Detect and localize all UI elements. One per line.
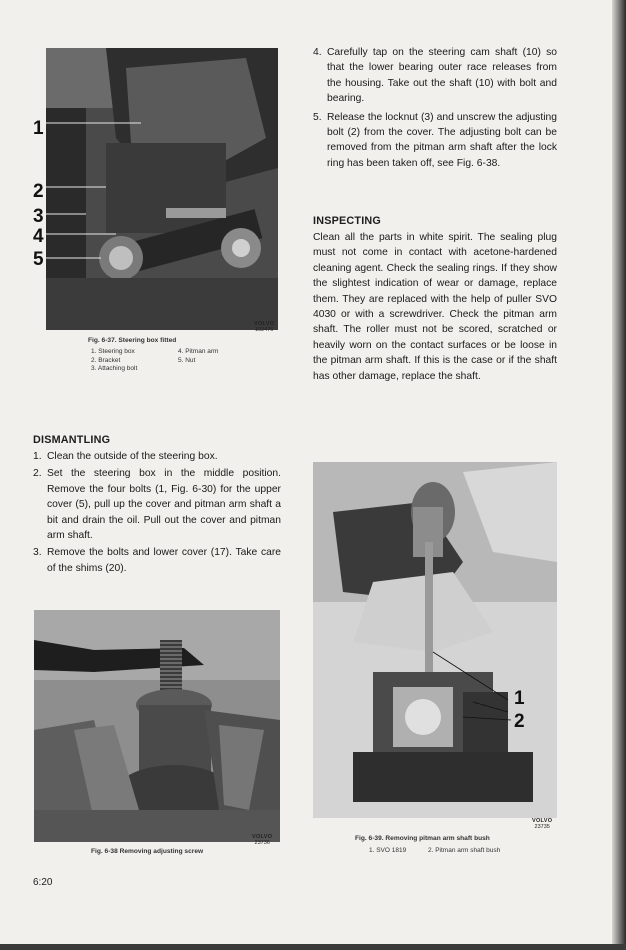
watermark-brand: VOLVO [252, 834, 273, 840]
step-text: Clean the outside of the steering box. [47, 451, 218, 462]
step-number: 1. [33, 451, 42, 462]
dismantling-heading: DISMANTLING [33, 434, 111, 446]
legend-item: 1. Steering box [91, 348, 135, 355]
page-number: 6:20 [33, 877, 53, 888]
fig-6-37-legend-b [178, 348, 218, 365]
step-3 [33, 545, 281, 576]
fig-6-39-caption [355, 835, 555, 856]
legend-item: 1. SVO 1819 [369, 846, 407, 854]
fig-6-37-callout-1: 1 [33, 118, 44, 139]
inspecting-paragraph: Clean all the parts in white spirit. The sealing plug must not come in contact with acetone-hardened cleaning agent. Check the sealing rings. If they show the slightest indication of wear or damage, replace them. They are replaced with the help of puller SVO 4030 or with a screwdriver. Check the pitman arm shaft. The roller must not be scored, scratched or heavily worn on the contact surfaces or be loose in the pitman arm shaft. If this is the case or if the shaft has other damage, replace the shaft. [313, 232, 557, 382]
step-number: 3. [33, 547, 42, 559]
page-bottom-edge [0, 944, 626, 950]
step-number: 2. [33, 468, 42, 480]
legend-item: 2. Pitman arm shaft bush [428, 846, 501, 854]
step-number: 5. [313, 111, 322, 123]
fig-6-37-watermark [254, 321, 274, 333]
fig-6-38-caption [91, 848, 203, 857]
fig-6-39-title: Fig. 6-39. Removing pitman arm shaft bush [355, 835, 490, 842]
fig-6-37-callout-4: 4 [33, 226, 44, 247]
fig-6-38-title: Fig. 6-38 Removing adjusting screw [91, 848, 204, 855]
step-5 [313, 110, 557, 172]
step-4 [313, 45, 557, 107]
inspecting-text-block [313, 230, 557, 384]
dismantling-steps [33, 449, 281, 576]
watermark-number: 102476 [255, 327, 274, 333]
watermark-brand: VOLVO [254, 321, 275, 327]
legend-item: 2. Bracket [91, 356, 121, 364]
watermark-number: 23736 [254, 840, 270, 846]
step-text: Remove the bolts and lower cover (17). Take care of the shims (20). [47, 547, 281, 574]
page-edge-shadow [612, 0, 626, 950]
right-top-steps [313, 45, 557, 171]
legend-item: 4. Pitman arm [178, 348, 219, 355]
fig-6-37-legend-a [91, 348, 137, 374]
fig-6-37-callout-2: 2 [33, 181, 44, 202]
legend-item: 5. Nut [178, 356, 196, 364]
step-text: Set the steering box in the middle position. Remove the four bolts (1, Fig. 6-30) for the upper cover (5), pull up the cover and pitman arm shaft a bit and drain the oil. Pull out the cover and pitman arm shaft. [47, 468, 281, 542]
legend-item: 3. Attaching bolt [91, 365, 138, 372]
fig-6-39-watermark [532, 818, 552, 830]
fig-6-39-callout-1: 1 [514, 688, 525, 709]
step-1 [33, 449, 281, 464]
fig-6-39-callout-2: 2 [514, 711, 525, 732]
fig-6-37-caption [88, 337, 288, 377]
fig-6-37-callout-5: 5 [33, 249, 44, 270]
step-text: Release the locknut (3) and unscrew the adjusting bolt (2) from the cover. The adjusting bolt can be removed from the pitman arm shaft after the lock ring has been taken off, see Fig. 6-38. [327, 111, 557, 169]
fig-6-39-photo [313, 462, 557, 818]
step-number: 4. [313, 47, 322, 58]
fig-6-37-title: Fig. 6-37. Steering box fitted [88, 337, 177, 344]
step-text: Carefully tap on the steering cam shaft (10) so that the lower bearing outer race releases from the housing. Take out the shaft (10) with bolt and bearing. [327, 47, 557, 105]
step-2 [33, 466, 281, 543]
fig-6-38-watermark [252, 834, 272, 846]
watermark-number: 23735 [534, 824, 550, 830]
watermark-brand: VOLVO [532, 818, 553, 824]
inspecting-heading: INSPECTING [313, 215, 381, 227]
fig-6-38-photo [34, 610, 280, 842]
fig-6-37-callout-3: 3 [33, 206, 44, 227]
fig-6-37-photo [46, 48, 278, 330]
